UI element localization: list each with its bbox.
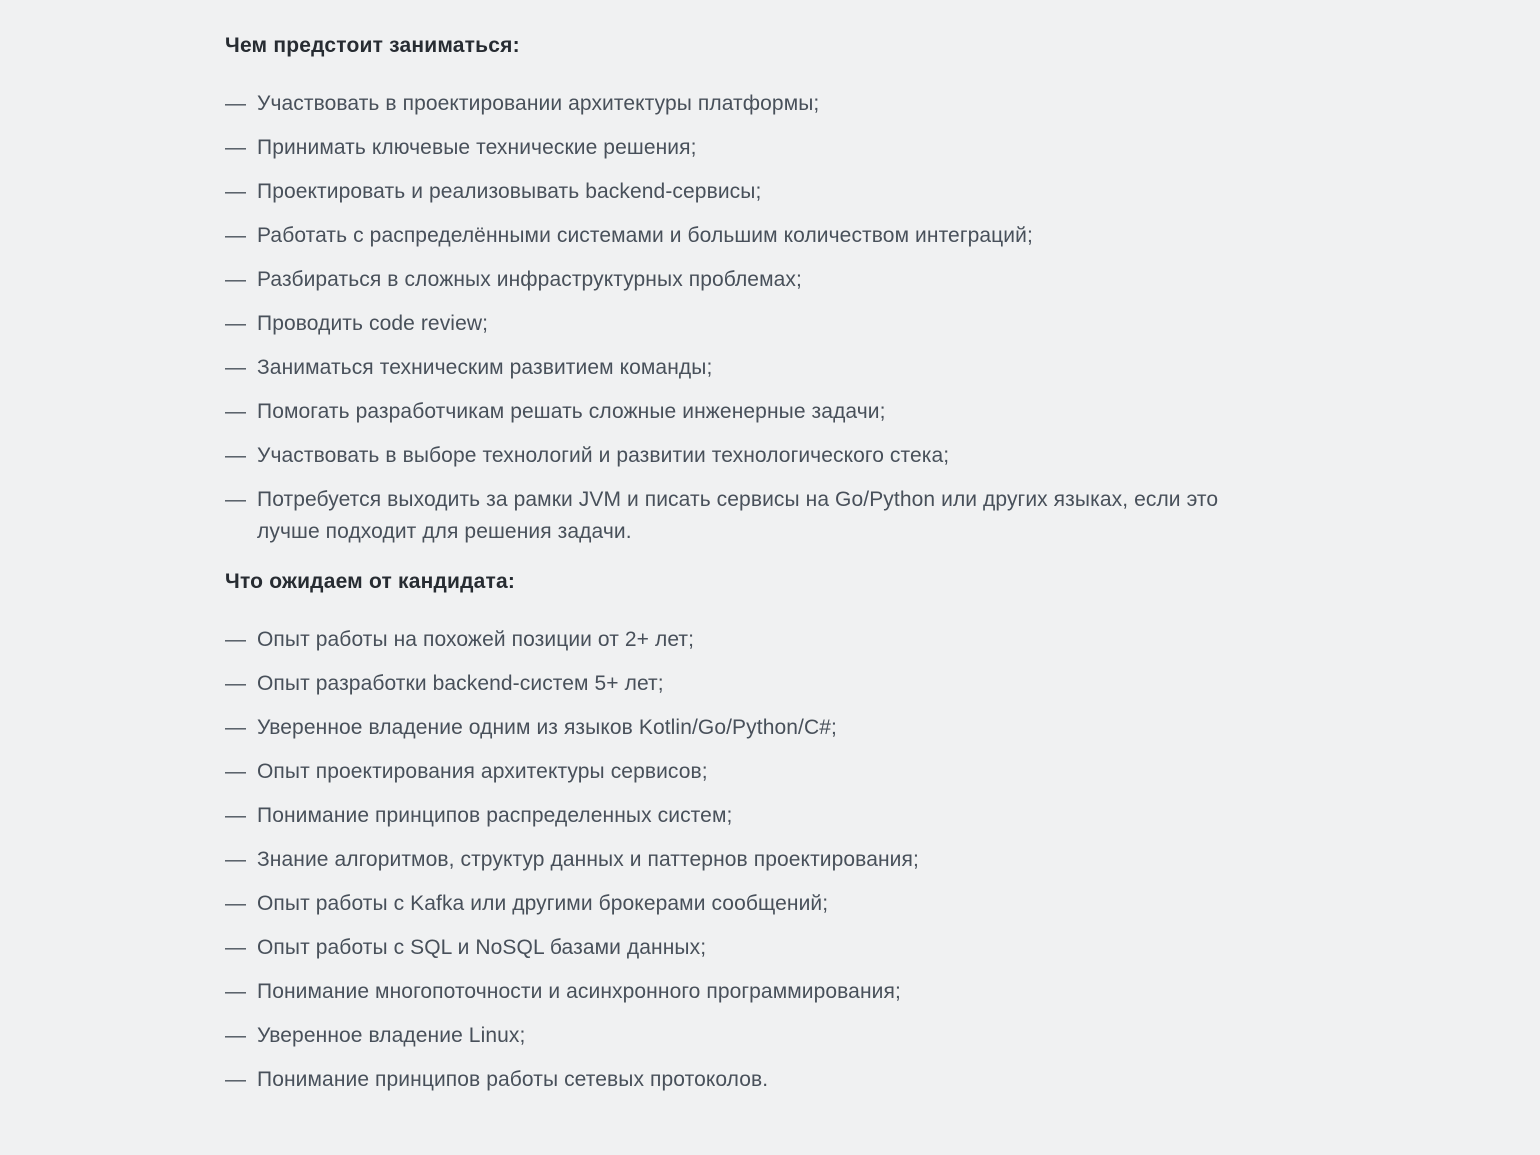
list-item <box>225 264 1310 296</box>
dash-bullet: — <box>225 936 247 959</box>
list-item <box>225 624 1310 656</box>
list-item <box>225 888 1310 920</box>
list-item-text: Опыт работы с SQL и NoSQL базами данных; <box>257 936 707 959</box>
list-item <box>225 440 1310 472</box>
list-item <box>225 352 1310 384</box>
section-list <box>225 624 1310 1096</box>
list-item <box>225 132 1310 164</box>
list-item <box>225 176 1310 208</box>
list-item <box>225 712 1310 744</box>
list-item <box>225 1020 1310 1052</box>
list-item <box>225 668 1310 700</box>
section-heading: Что ожидаем от кандидата: <box>225 570 516 593</box>
dash-bullet: — <box>225 804 247 827</box>
list-item <box>225 800 1310 832</box>
dash-bullet: — <box>225 716 247 739</box>
list-item <box>225 396 1310 428</box>
dash-bullet: — <box>225 356 247 379</box>
dash-bullet: — <box>225 400 247 423</box>
list-item <box>225 308 1310 340</box>
list-item-text: Потребуется выходить за рамки JVM и писать сервисы на Go/Python или других языках, если это лучше подходит для решения задачи. <box>257 488 1219 543</box>
list-item <box>225 484 1310 548</box>
list-item-text: Опыт работы на похожей позиции от 2+ лет; <box>257 628 695 651</box>
dash-bullet: — <box>225 980 247 1003</box>
list-item <box>225 220 1310 252</box>
dash-bullet: — <box>225 488 247 511</box>
list-item <box>225 976 1310 1008</box>
list-item-text: Участвовать в выборе технологий и развитии технологического стека; <box>257 444 950 467</box>
list-item-text: Опыт работы с Kafka или другими брокерами сообщений; <box>257 892 829 915</box>
list-item-text: Работать с распределёнными системами и большим количеством интеграций; <box>257 224 1033 247</box>
list-item-text: Знание алгоритмов, структур данных и паттернов проектирования; <box>257 848 919 871</box>
list-item-text: Опыт проектирования архитектуры сервисов; <box>257 760 708 783</box>
job-section <box>225 566 1540 1096</box>
list-item-text: Опыт разработки backend-систем 5+ лет; <box>257 672 664 695</box>
dash-bullet: — <box>225 628 247 651</box>
dash-bullet: — <box>225 892 247 915</box>
list-item-text: Разбираться в сложных инфраструктурных проблемах; <box>257 268 802 291</box>
list-item <box>225 88 1310 120</box>
list-item <box>225 932 1310 964</box>
dash-bullet: — <box>225 444 247 467</box>
list-item-text: Проектировать и реализовывать backend-сервисы; <box>257 180 762 203</box>
section-heading: Чем предстоит заниматься: <box>225 34 520 57</box>
dash-bullet: — <box>225 136 247 159</box>
job-section <box>225 30 1540 548</box>
list-item-text: Принимать ключевые технические решения; <box>257 136 697 159</box>
list-item-text: Понимание принципов работы сетевых протоколов. <box>257 1068 769 1091</box>
list-item <box>225 844 1310 876</box>
list-item <box>225 1064 1310 1096</box>
dash-bullet: — <box>225 180 247 203</box>
dash-bullet: — <box>225 848 247 871</box>
dash-bullet: — <box>225 1024 247 1047</box>
list-item-text: Уверенное владение Linux; <box>257 1024 526 1047</box>
dash-bullet: — <box>225 268 247 291</box>
dash-bullet: — <box>225 312 247 335</box>
dash-bullet: — <box>225 672 247 695</box>
dash-bullet: — <box>225 760 247 783</box>
list-item-text: Проводить code review; <box>257 312 489 335</box>
dash-bullet: — <box>225 1068 247 1091</box>
list-item <box>225 756 1310 788</box>
list-item-text: Понимание принципов распределенных систем; <box>257 804 733 827</box>
dash-bullet: — <box>225 92 247 115</box>
list-item-text: Понимание многопоточности и асинхронного программирования; <box>257 980 901 1003</box>
list-item-text: Заниматься техническим развитием команды; <box>257 356 713 379</box>
dash-bullet: — <box>225 224 247 247</box>
list-item-text: Участвовать в проектировании архитектуры платформы; <box>257 92 820 115</box>
list-item-text: Уверенное владение одним из языков Kotlin/Go/Python/C#; <box>257 716 837 739</box>
section-list <box>225 88 1310 548</box>
list-item-text: Помогать разработчикам решать сложные инженерные задачи; <box>257 400 886 423</box>
